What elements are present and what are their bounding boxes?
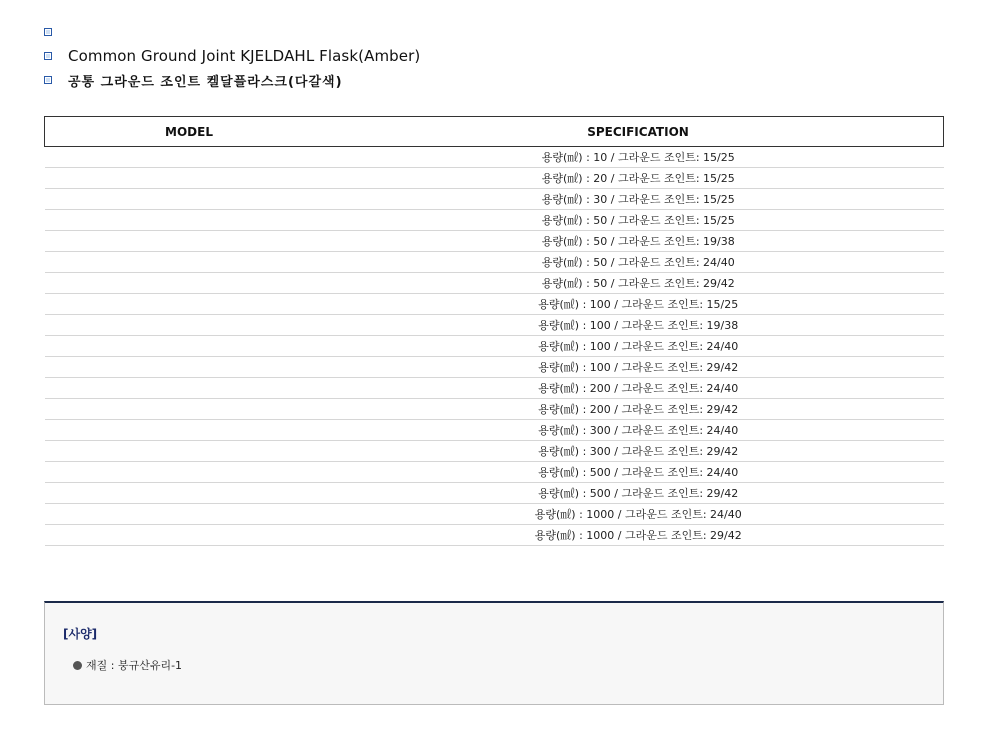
round-bullet-icon bbox=[73, 661, 82, 670]
table-row bbox=[45, 483, 944, 504]
table-header-row bbox=[45, 117, 944, 147]
table-row bbox=[45, 525, 944, 546]
specification-cell: 용량(㎖) : 200 / 그라운드 조인트: 29/42 bbox=[333, 399, 944, 420]
table-row bbox=[45, 273, 944, 294]
square-bullet-icon bbox=[44, 76, 52, 84]
specification-cell: 용량(㎖) : 50 / 그라운드 조인트: 29/42 bbox=[333, 273, 944, 294]
table-row bbox=[45, 378, 944, 399]
specification-cell: 용량(㎖) : 300 / 그라운드 조인트: 24/40 bbox=[333, 420, 944, 441]
square-bullet-icon bbox=[44, 28, 52, 36]
model-cell bbox=[45, 357, 334, 378]
model-cell bbox=[45, 399, 334, 420]
specification-cell: 용량(㎖) : 500 / 그라운드 조인트: 29/42 bbox=[333, 483, 944, 504]
square-bullet-icon bbox=[44, 52, 52, 60]
spec-item-text: 재질 : 붕규산유리-1 bbox=[86, 659, 183, 672]
product-name-en: Common Ground Joint KJELDAHL Flask(Amber) bbox=[68, 47, 421, 65]
model-cell bbox=[45, 189, 334, 210]
model-cell bbox=[45, 315, 334, 336]
model-cell bbox=[45, 294, 334, 315]
model-cell bbox=[45, 462, 334, 483]
title-line-3 bbox=[44, 68, 944, 92]
specification-cell: 용량(㎖) : 20 / 그라운드 조인트: 15/25 bbox=[333, 168, 944, 189]
model-cell bbox=[45, 273, 334, 294]
table-row bbox=[45, 441, 944, 462]
table-row bbox=[45, 504, 944, 525]
model-cell bbox=[45, 252, 334, 273]
table-row bbox=[45, 336, 944, 357]
specification-cell: 용량(㎖) : 100 / 그라운드 조인트: 29/42 bbox=[333, 357, 944, 378]
specification-cell: 용량(㎖) : 500 / 그라운드 조인트: 24/40 bbox=[333, 462, 944, 483]
title-line-2 bbox=[44, 44, 944, 68]
specification-cell: 용량(㎖) : 200 / 그라운드 조인트: 24/40 bbox=[333, 378, 944, 399]
table-row bbox=[45, 357, 944, 378]
specification-cell: 용량(㎖) : 50 / 그라운드 조인트: 15/25 bbox=[333, 210, 944, 231]
spec-box bbox=[44, 601, 944, 705]
spec-item bbox=[73, 657, 182, 673]
table-row bbox=[45, 420, 944, 441]
table-row bbox=[45, 189, 944, 210]
table-row bbox=[45, 231, 944, 252]
specification-column-header: SPECIFICATION bbox=[333, 117, 944, 147]
product-titles bbox=[44, 20, 944, 92]
specification-cell: 용량(㎖) : 100 / 그라운드 조인트: 19/38 bbox=[333, 315, 944, 336]
model-cell bbox=[45, 441, 334, 462]
table-row bbox=[45, 210, 944, 231]
title-line-1 bbox=[44, 20, 944, 44]
product-name-ko: 공통 그라운드 조인트 켈달플라스크(다갈색) bbox=[68, 74, 343, 90]
model-cell bbox=[45, 168, 334, 189]
specification-cell: 용량(㎖) : 50 / 그라운드 조인트: 19/38 bbox=[333, 231, 944, 252]
model-cell bbox=[45, 504, 334, 525]
model-cell bbox=[45, 378, 334, 399]
table-row bbox=[45, 399, 944, 420]
specification-cell: 용량(㎖) : 1000 / 그라운드 조인트: 24/40 bbox=[333, 504, 944, 525]
specification-cell: 용량(㎖) : 10 / 그라운드 조인트: 15/25 bbox=[333, 147, 944, 168]
spec-table-body bbox=[45, 147, 944, 546]
table-row bbox=[45, 462, 944, 483]
model-cell bbox=[45, 420, 334, 441]
model-column-header: MODEL bbox=[45, 117, 334, 147]
table-row bbox=[45, 168, 944, 189]
model-cell bbox=[45, 231, 334, 252]
model-cell bbox=[45, 147, 334, 168]
model-cell bbox=[45, 336, 334, 357]
model-cell bbox=[45, 210, 334, 231]
specification-cell: 용량(㎖) : 50 / 그라운드 조인트: 24/40 bbox=[333, 252, 944, 273]
table-row bbox=[45, 252, 944, 273]
specification-cell: 용량(㎖) : 100 / 그라운드 조인트: 15/25 bbox=[333, 294, 944, 315]
spec-heading: [사양] bbox=[63, 627, 98, 641]
specification-cell: 용량(㎖) : 30 / 그라운드 조인트: 15/25 bbox=[333, 189, 944, 210]
model-cell bbox=[45, 483, 334, 504]
table-row bbox=[45, 315, 944, 336]
specification-cell: 용량(㎖) : 1000 / 그라운드 조인트: 29/42 bbox=[333, 525, 944, 546]
table-row bbox=[45, 147, 944, 168]
specification-cell: 용량(㎖) : 100 / 그라운드 조인트: 24/40 bbox=[333, 336, 944, 357]
table-row bbox=[45, 294, 944, 315]
spec-table bbox=[44, 116, 944, 546]
model-cell bbox=[45, 525, 334, 546]
specification-cell: 용량(㎖) : 300 / 그라운드 조인트: 29/42 bbox=[333, 441, 944, 462]
